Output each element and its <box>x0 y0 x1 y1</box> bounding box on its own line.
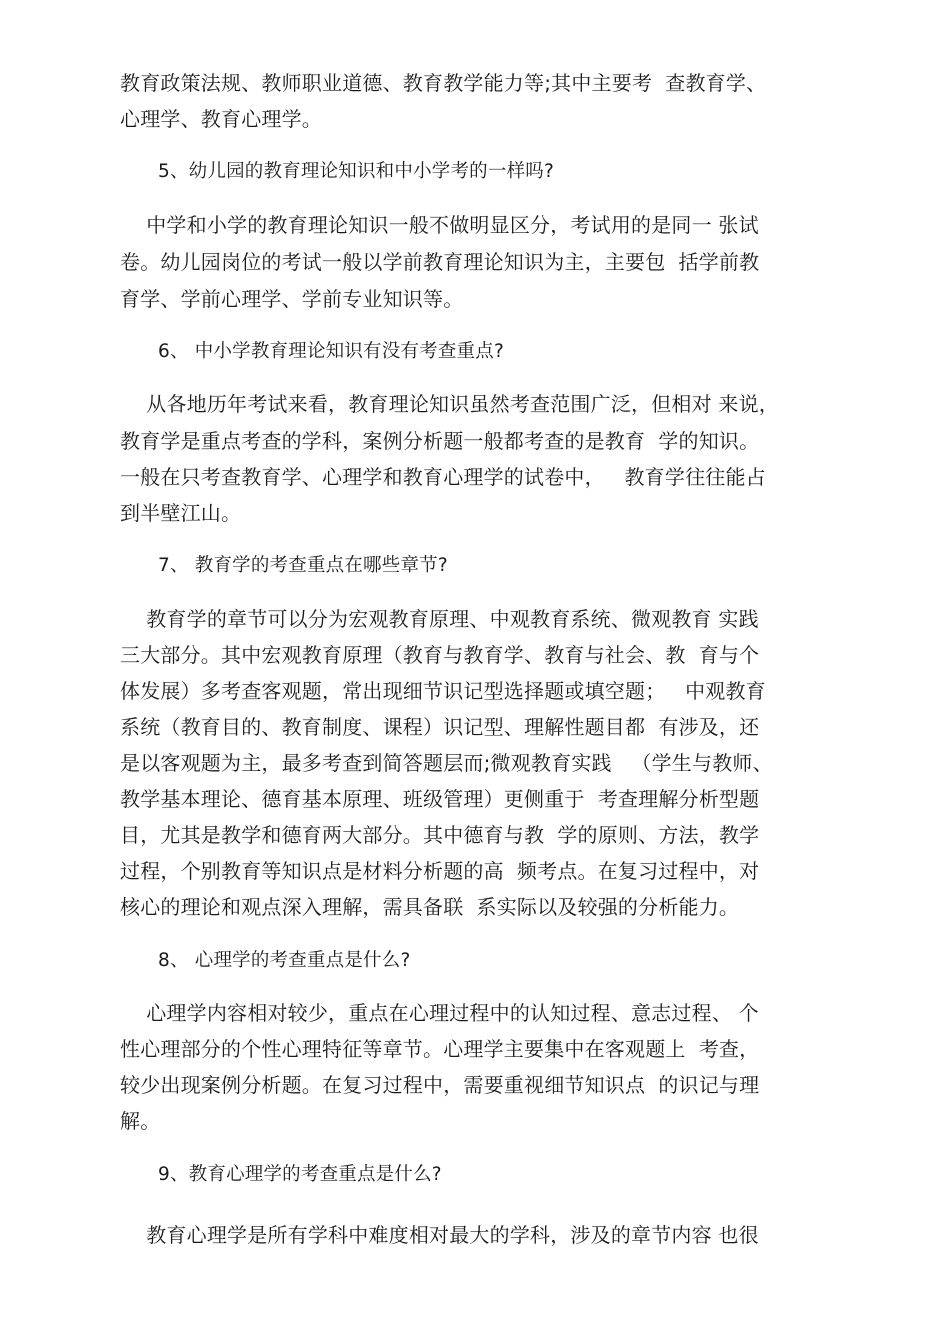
paragraph-line: 教育学是重点考查的学科，案例分析题一般都考查的是教育 学的知识。 <box>120 429 760 453</box>
paragraph-line: 解。 <box>120 1109 161 1133</box>
paragraph-line: 目，尤其是教学和德育两大部分。其中德育与教 学的原则、方法，教学 <box>120 823 760 847</box>
paragraph-line: 体发展）多考查客观题，常出现细节识记型选择题或填空题； 中观教育 <box>120 679 766 703</box>
section-heading: 5、幼儿园的教育理论知识和中小学考的一样吗? <box>158 161 554 182</box>
paragraph-line: 教学基本理论、德育基本原理、班级管理）更侧重于 考查理解分析型题 <box>120 787 760 811</box>
paragraph-line: 到半壁江山。 <box>120 501 242 525</box>
section-heading: 6、 中小学教育理论知识有没有考查重点? <box>158 341 504 362</box>
section-heading: 7、 教育学的考查重点在哪些章节? <box>158 555 448 576</box>
paragraph-line: 一般在只考查教育学、心理学和教育心理学的试卷中， 教育学往往能占 <box>120 465 766 489</box>
paragraph-line: 较少出现案例分析题。在复习过程中，需要重视细节知识点 的识记与理 <box>120 1073 760 1097</box>
section-heading: 9、教育心理学的考查重点是什么? <box>158 1164 442 1185</box>
paragraph-line: 过程，个别教育等知识点是材料分析题的高 频考点。在复习过程中，对 <box>120 859 760 883</box>
paragraph-line: 心理学内容相对较少，重点在心理过程中的认知过程、意志过程、 个 <box>120 1001 759 1025</box>
paragraph-line: 系统（教育目的、教育制度、课程）识记型、理解性题目都 有涉及，还 <box>120 715 760 739</box>
section-heading: 8、 心理学的考查重点是什么? <box>158 950 411 971</box>
paragraph-line: 教育政策法规、教师职业道德、教育教学能力等;其中主要考 查教育学、 <box>120 71 767 95</box>
paragraph-line: 核心的理论和观点深入理解，需具备联 系实际以及较强的分析能力。 <box>120 895 740 919</box>
paragraph-line: 教育心理学是所有学科中难度相对最大的学科，涉及的章节内容 也很 <box>120 1223 759 1247</box>
paragraph-line: 性心理部分的个性心理特征等章节。心理学主要集中在客观题上 考查， <box>120 1037 760 1061</box>
paragraph-line: 中学和小学的教育理论知识一般不做明显区分，考试用的是同一 张试 <box>120 213 759 237</box>
paragraph-line: 心理学、教育心理学。 <box>120 107 322 131</box>
paragraph-line: 育学、学前心理学、学前专业知识等。 <box>120 287 464 311</box>
paragraph-line: 卷。幼儿园岗位的考试一般以学前教育理论知识为主，主要包 括学前教 <box>120 250 760 274</box>
paragraph-line: 教育学的章节可以分为宏观教育原理、中观教育系统、微观教育 实践 <box>120 607 759 631</box>
paragraph-line: 从各地历年考试来看，教育理论知识虽然考查范围广泛，但相对 来说， <box>120 392 779 416</box>
paragraph-line: 三大部分。其中宏观教育原理（教育与教育学、教育与社会、教 育与个 <box>120 643 760 667</box>
paragraph-line: 是以客观题为主，最多考查到简答题层而;微观教育实践 （学生与教师、 <box>120 751 773 775</box>
